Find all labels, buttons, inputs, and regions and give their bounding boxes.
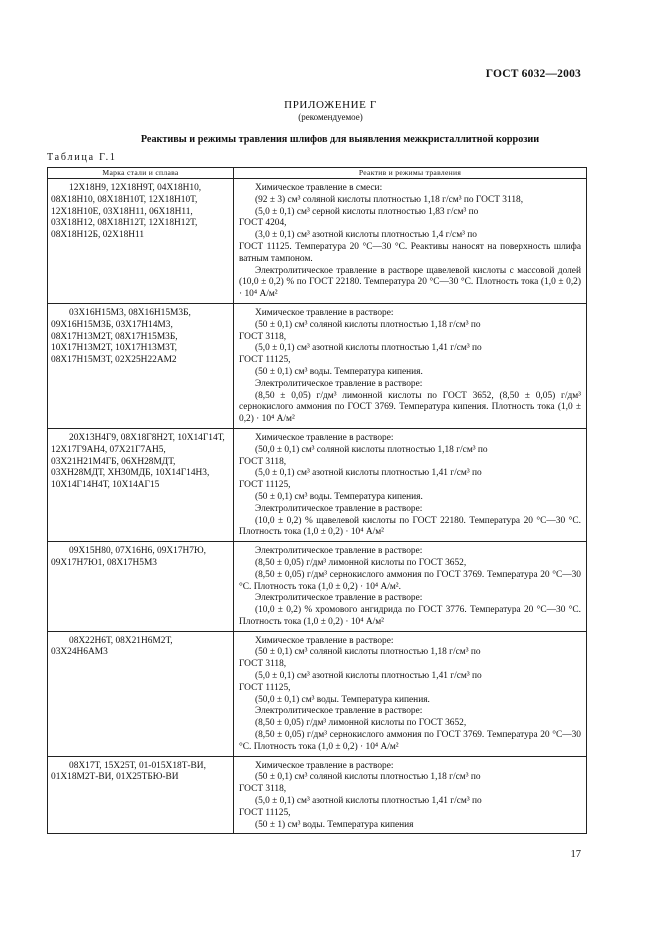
etching-mode-line: Химическое травление в растворе: [255,432,394,443]
table-row [48,542,587,632]
column-header-mode: Реактив и режимы травления [234,168,587,179]
steel-grades-cell: 12Х18Н9, 12Х18Н9Т, 04Х18Н10, 08Х18Н10, 08Х18Н10Т, 12Х18Н10Т, 12Х18Н10Е, 03Х18Н11, 06Х18Н11, 03Х18Н12, 08Х18Н12Т, 12Х18Н12Т, 08Х18Н12Б, 02Х18Н11 [48,179,234,304]
etching-mode-line: ГОСТ 11125, [239,682,291,693]
table-row [48,631,587,756]
table-row [48,303,587,428]
standard-number: ГОСТ 6032—2003 [485,68,581,80]
etching-mode-cell [234,428,587,541]
etching-mode-line: (3,0 ± 0,1) см³ азотной кислоты плотностью 1,4 г/см³ по [255,230,477,241]
etching-mode-line: Электролитическое травление в растворе: [255,546,423,557]
etching-mode-line: Электролитическое травление в растворе: [255,503,423,514]
etching-mode-line: (50 ± 0,1) см³ воды. Температура кипения. [255,366,423,377]
etching-mode-line: ГОСТ 3118, [239,456,287,467]
etching-mode-line: (8,50 ± 0,05) г/дм³ лимонной кислоты по ГОСТ 3652, (8,50 ± 0,05) г/дм³ сернокислого аммония по ГОСТ 3769. Температура кипения. Плотность тока (1,0 ± 0,2) · 10⁴ А/м² [239,390,581,425]
etching-mode-line: (5,0 ± 0,1) см³ серной кислоты плотностью 1,83 г/см³ по [255,206,479,217]
etching-mode-cell [234,303,587,428]
etching-mode-line: (50,0 ± 0,1) см³ соляной кислоты плотностью 1,18 г/см³ по [255,444,488,455]
section-heading: Реактивы и режимы травления шлифов для выявления межкристаллитной коррозии [140,134,540,145]
etching-mode-line: Химическое травление в растворе: [255,760,394,771]
etching-mode-line: (10,0 ± 0,2) % хромового ангидрида по ГОСТ 3776. Температура 20 °С—30 °С. Плотность тока (1,0 ± 0,2) · 10⁴ А/м² [239,605,581,627]
steel-grades-cell: 08Х17Т, 15Х25Т, 01-015Х18Т-ВИ, 01Х18М2Т-ВИ, 01Х25ТБЮ-ВИ [48,756,234,834]
etching-mode-line: (8,50 ± 0,05) г/дм³ лимонной кислоты по ГОСТ 3652, [255,718,467,729]
etching-mode-cell [234,179,587,304]
page-number: 17 [570,849,581,860]
etching-mode-cell [234,542,587,632]
table-row [48,428,587,541]
etching-table [47,167,587,834]
table-caption: Таблица Г.1 [47,152,117,163]
etching-mode-line: (50 ± 0,1) см³ соляной кислоты плотностью 1,18 г/см³ по [255,647,481,658]
etching-mode-line: Электролитическое травление в растворе: [255,378,423,389]
etching-mode-line: Электролитическое травление в растворе щавелевой кислоты с массовой долей (10,0 ± 0,2) % по ГОСТ 22180. Температура 20 °С—30 °С. Плотность тока (1,0 ± 0,2) · 10⁴ А/м² [239,265,581,300]
etching-mode-line: (92 ± 3) см³ соляной кислоты плотностью 1,18 г/см³ по ГОСТ 3118, [255,194,524,205]
etching-mode-line: (5,0 ± 0,1) см³ азотной кислоты плотностью 1,41 г/см³ по [255,796,482,807]
etching-mode-line: (50,0 ± 0,1) см³ воды. Температура кипения. [255,694,430,705]
etching-mode-line: Химическое травление в смеси: [255,183,383,193]
etching-mode-line: (50 ± 0,1) см³ соляной кислоты плотностью 1,18 г/см³ по [255,772,481,783]
column-header-grade: Марка стали и сплава [48,168,234,179]
etching-mode-cell [234,756,587,834]
etching-mode-line: (8,50 ± 0,05) г/дм³ сернокислого аммония по ГОСТ 3769. Температура 20 °С—30 °С. Плотность тока (1,0 ± 0,2) · 10⁴ А/м². [239,569,581,592]
steel-grades-cell: 20Х13Н4Г9, 08Х18Г8Н2Т, 10Х14Г14Т, 12Х17Г9АН4, 07Х21Г7АН5, 03Х21Н21М4ГБ, 06ХН28МДТ, 03ХН28МДТ, ХН30МДБ, 10Х14Г14Н3, 10Х14Г14Н4Т, 10Х14АГ15 [48,428,234,541]
table-row [48,756,587,834]
table-header-row [48,168,587,179]
appendix-title: ПРИЛОЖЕНИЕ Г [284,99,377,111]
etching-mode-line: (5,0 ± 0,1) см³ азотной кислоты плотностью 1,41 г/см³ по [255,343,482,354]
steel-grades-cell: 03Х16Н15М3, 08Х16Н15М3Б, 09Х16Н15М3Б, 03Х17Н14М3, 08Х17Н13М2Т, 08Х17Н15М3Б, 10Х17Н13М2Т, 10Х17Н13М3Т, 08Х17Н15М3Т, 02Х25Н22АМ2 [48,303,234,428]
etching-mode-line: ГОСТ 3118, [239,784,287,795]
etching-mode-line: Химическое травление в растворе: [255,307,394,318]
etching-mode-line: (8,50 ± 0,05) г/дм³ лимонной кислоты по ГОСТ 3652, [255,557,467,568]
appendix-status: (рекомендуемое) [298,112,363,122]
etching-mode-line: ГОСТ 11125, [239,355,291,366]
etching-mode-line: ГОСТ 3118, [239,331,287,342]
etching-mode-line: (50 ± 1) см³ воды. Температура кипения [255,819,414,830]
etching-mode-line: (5,0 ± 0,1) см³ азотной кислоты плотностью 1,41 г/см³ по [255,468,482,479]
etching-mode-line: ГОСТ 4204, [239,218,287,229]
etching-mode-line: Электролитическое травление в растворе: [255,706,423,717]
etching-mode-line: ГОСТ 3118, [239,659,287,670]
steel-grades-cell: 09Х15Н80, 07Х16Н6, 09Х17Н7Ю, 09Х17Н7Ю1, 08Х17Н5М3 [48,542,234,632]
steel-grades-cell: 08Х22Н6Т, 08Х21Н6М2Т, 03Х24Н6АМ3 [48,631,234,756]
etching-mode-cell [234,631,587,756]
etching-mode-line: Химическое травление в растворе: [255,635,394,646]
table-row [48,179,587,304]
etching-mode-line: (50 ± 0,1) см³ соляной кислоты плотностью 1,18 г/см³ по [255,319,481,330]
etching-mode-line: (10,0 ± 0,2) % щавелевой кислоты по ГОСТ 22180. Температура 20 °С—30 °С. Плотность тока (1,0 ± 0,2) · 10⁴ А/м² [239,515,581,538]
etching-mode-line: (8,50 ± 0,05) г/дм³ сернокислого аммония по ГОСТ 3769. Температура 20 °С—30 °С. Плотность тока (1,0 ± 0,2) · 10⁴ А/м² [239,730,581,752]
etching-mode-line: Электролитическое травление в растворе: [255,593,423,604]
etching-mode-line: (5,0 ± 0,1) см³ азотной кислоты плотностью 1,41 г/см³ по [255,671,482,682]
etching-mode-line: ГОСТ 11125, [239,480,291,491]
etching-mode-line: ГОСТ 11125, [239,807,291,818]
etching-mode-line: ГОСТ 11125. Температура 20 °С—30 °С. Реактивы наносят на поверхность шлифа ватным тампоном. [239,241,581,264]
etching-mode-line: (50 ± 0,1) см³ воды. Температура кипения. [255,491,423,502]
